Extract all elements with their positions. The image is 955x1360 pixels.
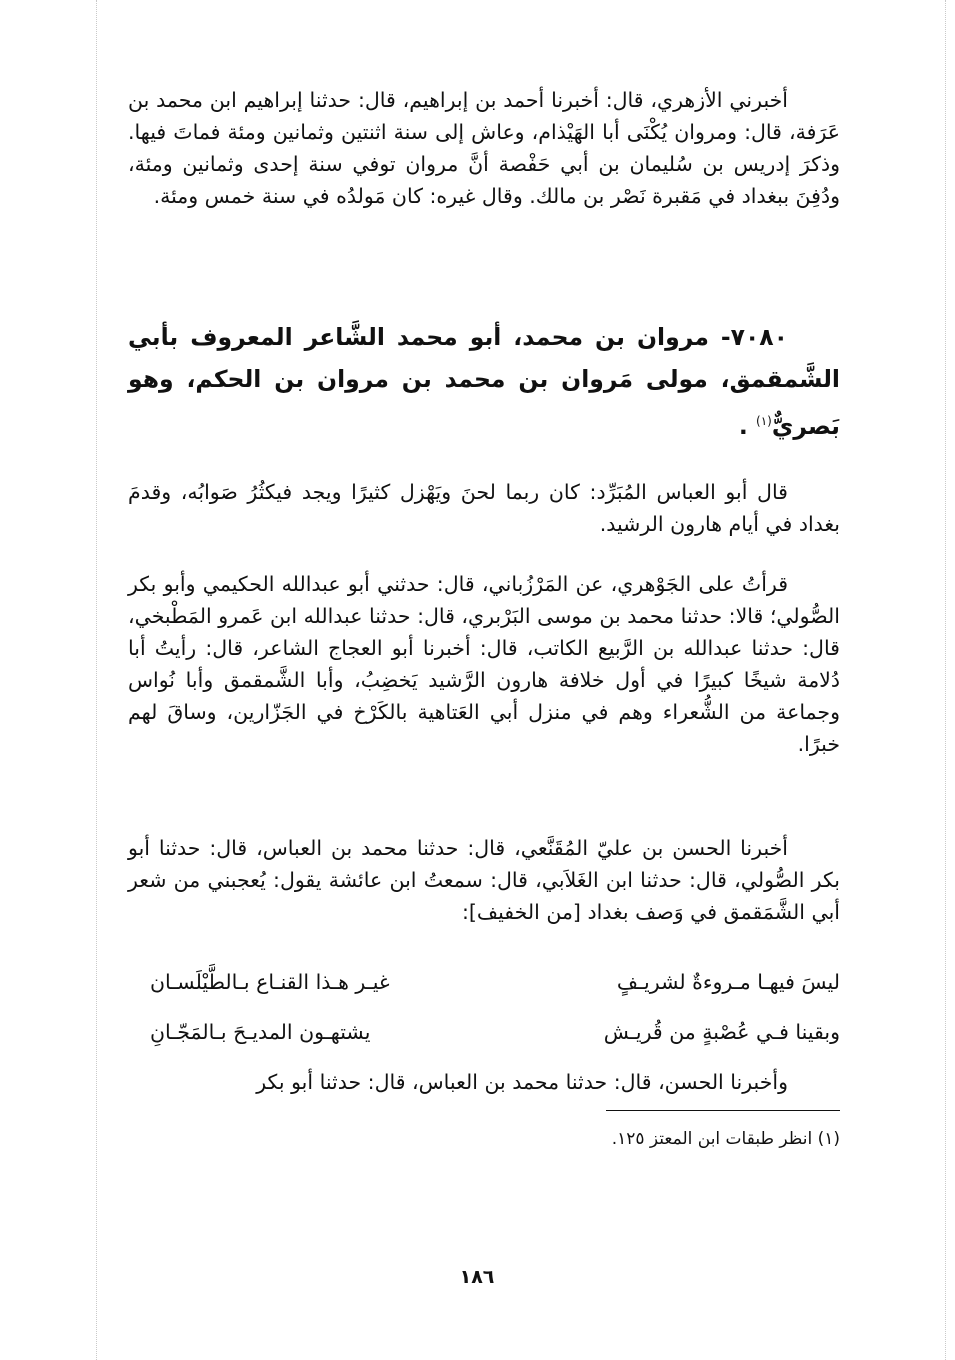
- poem-verse: [150, 966, 840, 998]
- footnote-separator: [606, 1110, 840, 1111]
- verse-first-hemistich: وبقينا فـي عُصْبةٍ من قُريـش: [603, 1020, 840, 1044]
- entry-heading: [128, 316, 840, 447]
- footnote: (١) انظر طبقات ابن المعتز ١٢٥.: [611, 1129, 840, 1149]
- paragraph-jawhari-text: قرأتُ على الجَوْهري، عن المَرْزُباني، قال: حدثني أبو عبدالله الحكيمي وأبو بكر الصُّولي؛ قالا: حدثنا محمد بن موسى البَرْبري، قال: حدثنا عبدالله ابن عَمرو المَطْبخي، قال: حدثنا عبدالله بن الرَّبيع الكاتب، قال: أخبرنا أبو العجاج الشاعر، قال: رأيتُ أبا دُلامة شيخًا كبيرًا في أول خلافة هارون الرَّشيد يَخضِبُ، وأبا الشَّمقمق وأبا نُواس وجماعة من الشُّعراء وهم في منزل أبي العَتاهية بالكَرْخ في الجَزّارين، وساقَ لهم خبرًا.: [127, 572, 840, 756]
- verse-second-hemistich: يشتهـون المديـحَ بـالمَجّـانِ: [150, 1020, 371, 1044]
- paragraph-mubarrad: [128, 476, 840, 540]
- paragraph-jawhari: [128, 568, 840, 760]
- paragraph-mubarrad-text: قال أبو العباس المُبَرِّد: كان ربما لحنَ ويَهْزل كثيرًا ويجد فيكثُرُ صَوابُه، وقدمَ بغداد في أيام هارون الرشيد.: [128, 480, 840, 536]
- scan-edge-right: [945, 0, 946, 1360]
- scan-edge-left: [96, 0, 97, 1360]
- page-number: ١٨٦: [459, 1266, 495, 1288]
- intro-paragraph: [128, 84, 840, 212]
- entry-heading-text: ٧٠٨٠- مروان بن محمد، أبو محمد الشَّاعر المعروف بأبي الشَّمقمق، مولى مَروان بن محمد بن مروان بن الحكم، وهو بَصريٌّ: [128, 323, 840, 440]
- paragraph-muqanni-text: أخبرنا الحسن بن عليّ المُقَنَّعي، قال: حدثنا محمد بن العباس، قال: حدثنا أبو بكر الصُّولي، قال: حدثنا ابن الغَلاَبي، قال: سمعتُ ابن عائشة يقول: يُعجبني من شعر أبي الشَّمَقمق في وَصف بغداد [من الخفيف]:: [128, 836, 840, 924]
- intro-text: أخبرني الأزهري، قال: أخبرنا أحمد بن إبراهيم، قال: حدثنا إبراهيم ابن محمد بن عَرَفة، قال: ومروان يُكْنَى أبا الهَيْذام، وعاش إلى سنة اثنتين وثمانين ومئة فماتَ فيها. وذكرَ إدريس بن سُليمان بن أبي حَفْصة أنَّ مروان توفي سنة إحدى وثمانين ومئة، ودُفِنَ ببغداد في مَقبرة نَصْر بن مالك. وقال غيره: كان مَولدُه في سنة خمس ومئة.: [128, 88, 840, 208]
- entry-heading-line: [128, 316, 840, 447]
- poem-verse: [150, 1016, 840, 1048]
- verse-first-hemistich: ليسَ فيهـا مـروءةٌ لشريـفٍ: [616, 970, 840, 994]
- paragraph-muqanni: [128, 832, 840, 928]
- footnote-marker: (١): [756, 414, 772, 428]
- entry-heading-end: .: [738, 411, 748, 440]
- paragraph-last: [128, 1066, 840, 1098]
- verse-second-hemistich: غيـر هـذا القنـاع بـالطَّيْلَسـان: [150, 970, 390, 994]
- paragraph-last-text: وأخبرنا الحسن، قال: حدثنا محمد بن العباس، قال: حدثنا أبو بكر: [256, 1070, 788, 1094]
